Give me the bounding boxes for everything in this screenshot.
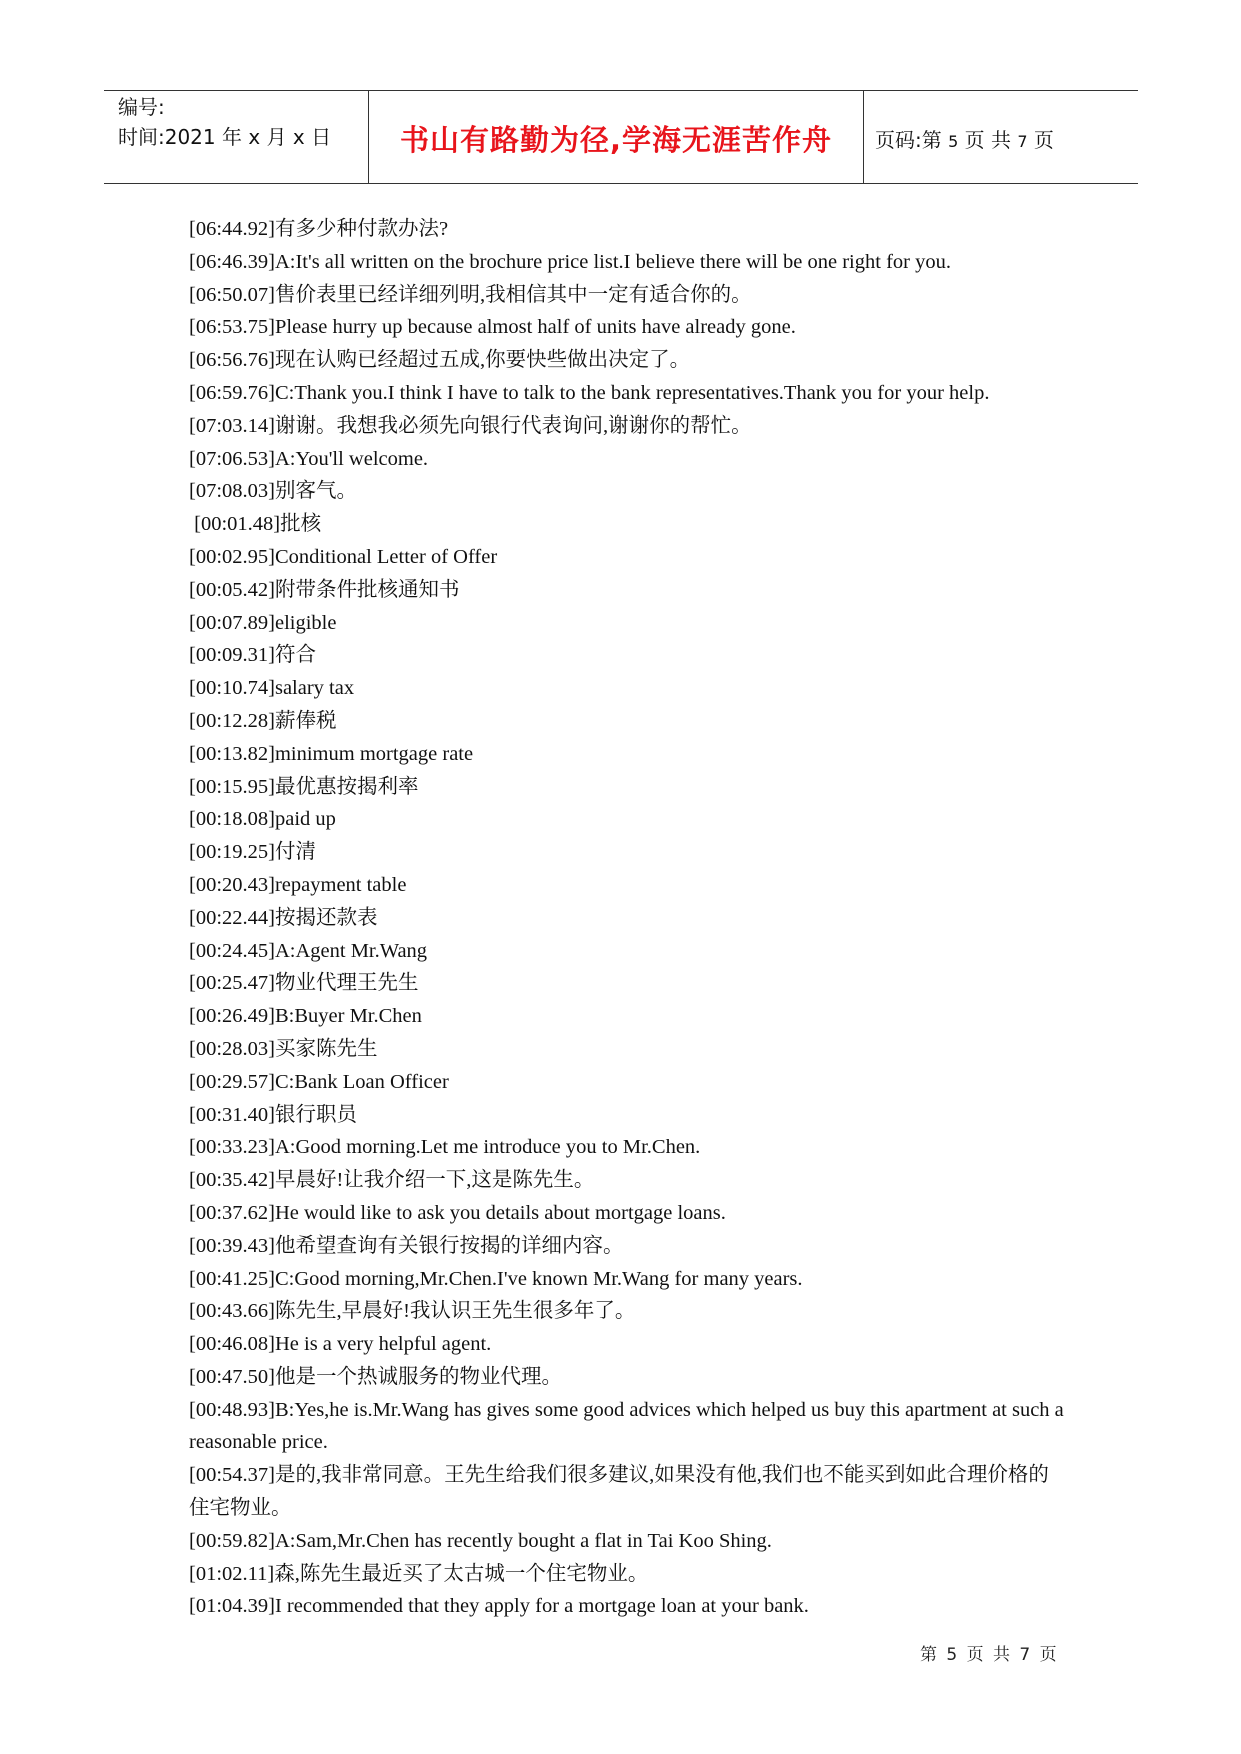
header-motto: 书山有路勤为径,学海无涯苦作舟 [399,123,833,157]
transcript-line: [00:10.74]salary tax [189,677,355,700]
transcript-line: [00:07.89]eligible [189,611,337,634]
transcript-line: [00:24.45]A:Agent Mr.Wang [189,939,428,962]
transcript-line: [00:09.31]符合 [189,644,316,667]
transcript-line: [00:05.42]附带条件批核通知书 [189,578,460,601]
transcript-line: [00:26.49]B:Buyer Mr.Chen [189,1005,422,1028]
document-number-label: 编号: [118,95,165,119]
transcript-line: [00:41.25]C:Good morning,Mr.Chen.I've known Mr.Wang for many years. [189,1267,803,1290]
transcript-line: [07:08.03]别客气。 [189,480,357,503]
transcript-line: [00:35.42]早晨好!让我介绍一下,这是陈先生。 [189,1169,595,1192]
transcript-line: [00:25.47]物业代理王先生 [189,972,419,995]
transcript-line: [06:56.76]现在认购已经超过五成,你要快些做出决定了。 [189,349,691,372]
transcript-line: [00:37.62]He would like to ask you details about mortgage loans. [189,1201,726,1224]
transcript-line: [00:29.57]C:Bank Loan Officer [189,1070,449,1093]
page-middle: 页 共 [964,128,1012,152]
transcript-line: [07:06.53]A:You'll welcome. [189,447,429,470]
transcript-line: [01:02.11]森,陈先生最近买了太古城一个住宅物业。 [189,1562,649,1585]
transcript-line: [00:48.93]B:Yes,he is.Mr.Wang has gives some good advices which helped us buy this apartment at such a reasonable price. [189,1398,1064,1454]
transcript-line: [01:04.39]I recommended that they apply for a mortgage loan at your bank. [189,1595,809,1618]
transcript-line: [06:53.75]Please hurry up because almost half of units have already gone. [189,316,796,339]
page-current: 5 [948,132,959,151]
document-time-label: 时间:2021 年 x 月 x 日 [118,125,332,149]
header-divider-right [863,90,864,184]
transcript-line: [00:20.43]repayment table [189,873,407,896]
transcript-line: [06:50.07]售价表里已经详细列明,我相信其中一定有适合你的。 [189,283,752,306]
transcript-body [189,213,1069,1623]
page-footer: 第 5 页 共 7 页 [920,1645,1059,1665]
header-bottom-rule [104,183,1138,184]
transcript-line: [00:18.08]paid up [189,808,336,831]
transcript-line: [00:33.23]A:Good morning.Let me introduce you to Mr.Chen. [189,1136,701,1159]
transcript-line: [00:19.25]付清 [189,841,316,864]
transcript-line: [00:47.50]他是一个热诚服务的物业代理。 [189,1365,562,1388]
page-total: 7 [1017,132,1028,151]
page-label: 页码:第 [875,128,942,152]
transcript-line: [00:01.48]批核 [189,513,322,536]
transcript-line: [00:43.66]陈先生,早晨好!我认识王先生很多年了。 [189,1300,636,1323]
transcript-line: [00:15.95]最优惠按揭利率 [189,775,419,798]
header-page-number [875,124,1054,153]
transcript-line: [06:59.76]C:Thank you.I think I have to talk to the bank representatives.Thank you for your help. [189,381,990,404]
transcript-line: [00:46.08]He is a very helpful agent. [189,1333,492,1356]
transcript-line: [06:46.39]A:It's all written on the brochure price list.I believe there will be one right for you. [189,250,951,273]
header-meta [118,92,331,152]
transcript-line: [00:13.82]minimum mortgage rate [189,742,474,765]
transcript-line: [00:02.95]Conditional Letter of Offer [189,545,498,568]
transcript-line: [00:22.44]按揭还款表 [189,906,378,929]
transcript-line: [07:03.14]谢谢。我想我必须先向银行代表询问,谢谢你的帮忙。 [189,414,752,437]
transcript-line: [00:12.28]薪俸税 [189,709,337,732]
transcript-line: [00:54.37]是的,我非常同意。王先生给我们很多建议,如果没有他,我们也不能买到如此合理价格的住宅物业。 [189,1464,1049,1520]
transcript-line: [00:31.40]银行职员 [189,1103,357,1126]
transcript-line: [06:44.92]有多少种付款办法? [189,218,449,240]
page-end: 页 [1033,128,1054,152]
transcript-line: [00:28.03]买家陈先生 [189,1037,378,1060]
transcript-line: [00:59.82]A:Sam,Mr.Chen has recently bought a flat in Tai Koo Shing. [189,1529,772,1552]
transcript-line: [00:39.43]他希望查询有关银行按揭的详细内容。 [189,1234,624,1257]
header-top-rule [104,90,1138,91]
